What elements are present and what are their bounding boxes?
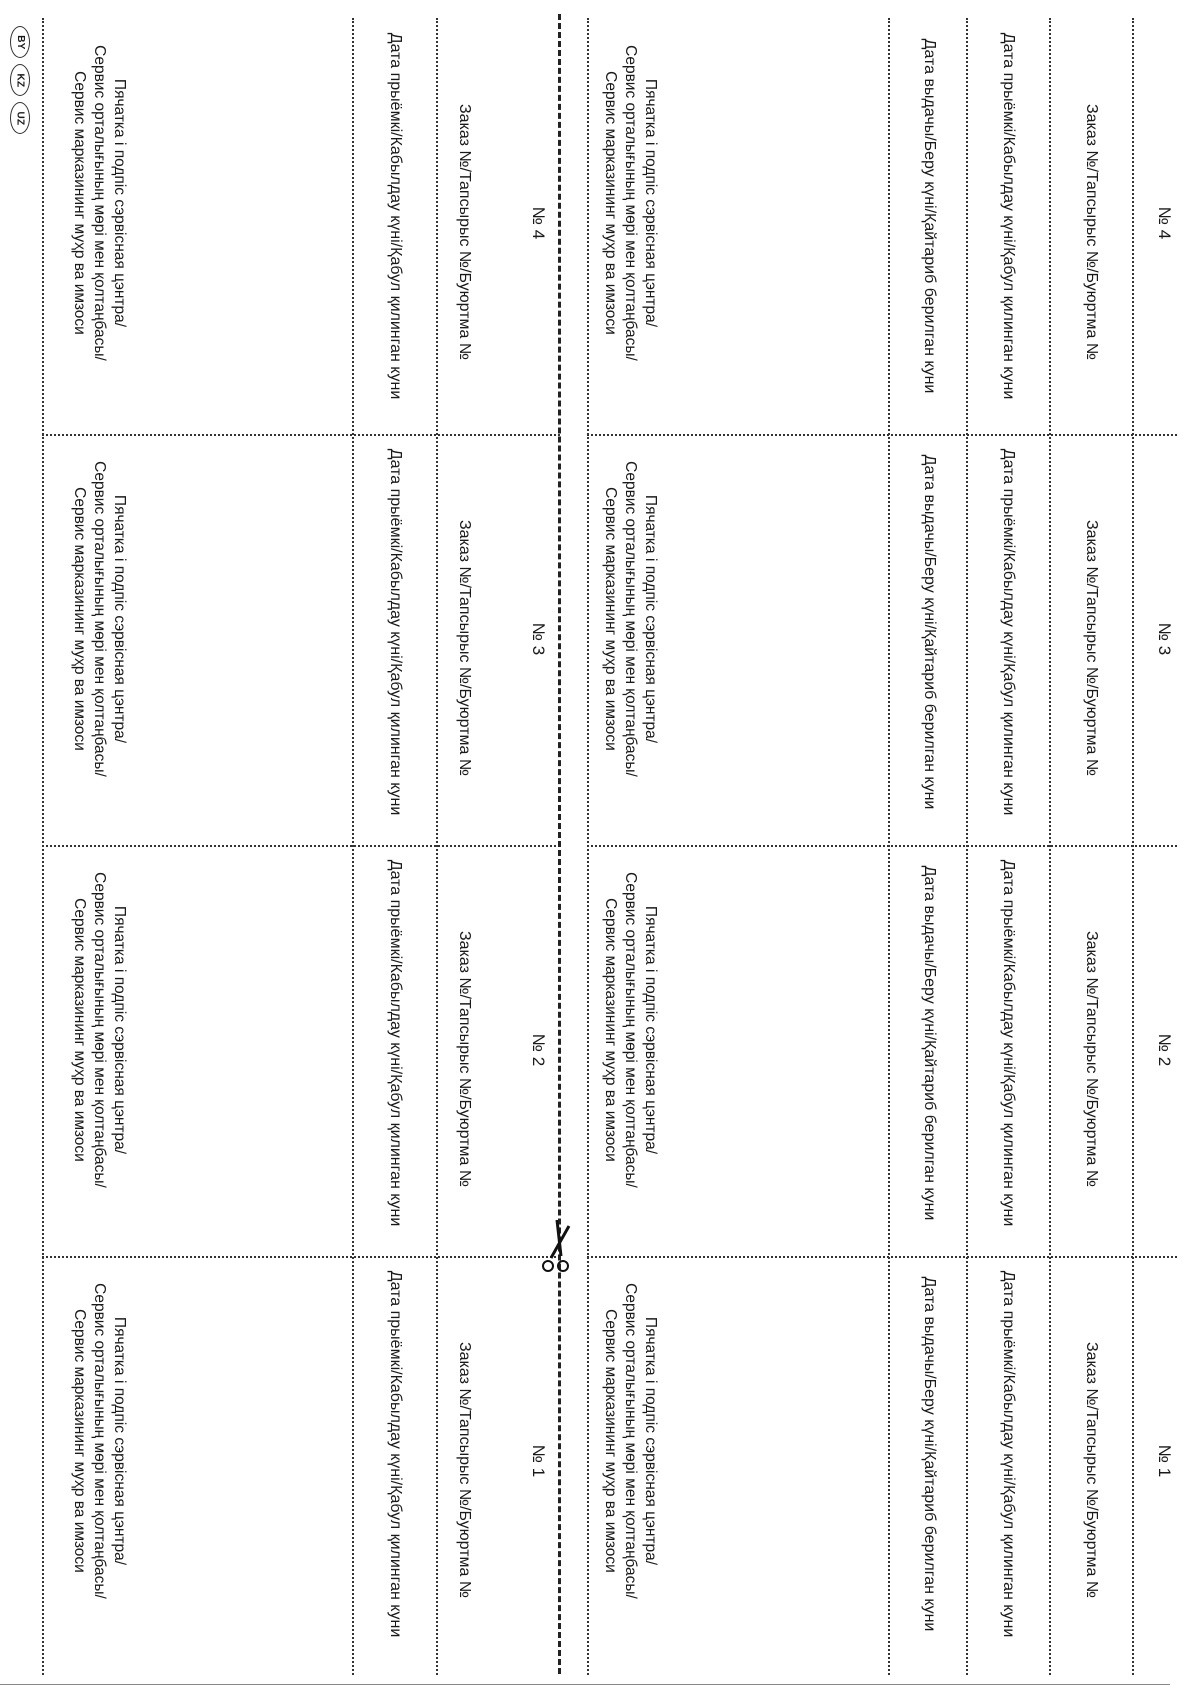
country-badge-kz <box>10 64 30 96</box>
coupon-divider <box>587 845 1177 847</box>
country-badge-by <box>10 26 30 58</box>
coupon-stamp-label <box>590 33 660 373</box>
coupon-stamp-label-line: Сервис орталығының мөрі мен қолтаңбасы/ <box>622 461 639 777</box>
stub-coupon-number: № 1 <box>529 1444 548 1478</box>
country-badge-label: BY <box>14 34 26 50</box>
coupon-issue-date-label: Дата выдачы/Беру күні/Қайтариб берилган куни <box>921 865 938 1221</box>
coupon-stamp-label-line: Сервис марказининг муҳр ва имзоси <box>602 898 619 1162</box>
coupon-divider <box>42 1256 560 1258</box>
coupon-divider <box>42 434 560 436</box>
coupon-order-label: Заказ №/Тапсырыс №/Буюртма № <box>1083 1341 1100 1599</box>
coupon-order-label: Заказ №/Тапсырыс №/Буюртма № <box>1083 519 1100 777</box>
stub-order-label: Заказ №/Тапсырыс №/Буюртма № <box>456 519 473 777</box>
coupon-stamp-label-line: Сервис орталығының мөрі мен қолтаңбасы/ <box>622 45 639 361</box>
country-badge-label: KZ <box>14 73 26 87</box>
coupon-stamp-label <box>590 860 660 1200</box>
coupon-receipt-date-label: Дата прыёмкі/Кабылдау күні/Қабул қилинган куни <box>1000 1270 1017 1638</box>
stub-stamp-label-line: Сервис марказининг муҳр ва имзоси <box>71 1309 88 1573</box>
coupon-issue-date-label: Дата выдачы/Беру күні/Қайтариб берилган куни <box>921 38 938 394</box>
stub-stamp-label <box>59 1271 129 1611</box>
stub-coupon-number: № 2 <box>529 1033 548 1067</box>
stub-stamp-label <box>59 449 129 789</box>
coupon-number: № 3 <box>1155 622 1174 656</box>
stub-coupon-number: № 4 <box>529 206 548 240</box>
coupon-order-label: Заказ №/Тапсырыс №/Буюртма № <box>1083 930 1100 1188</box>
stub-stamp-label-line: Сервис орталығының мөрі мен қолтаңбасы/ <box>91 45 108 361</box>
coupon-divider <box>587 434 1177 436</box>
coupon-order-label: Заказ №/Тапсырыс №/Буюртма № <box>1083 103 1100 361</box>
coupon-number: № 1 <box>1155 1444 1174 1478</box>
coupon-stamp-label-line: Сервис орталығының мөрі мен қолтаңбасы/ <box>622 1283 639 1599</box>
coupon-stamp-label-line: Пячатка і подпіс сэрвісная цэнтра/ <box>642 78 659 328</box>
coupon-number: № 4 <box>1155 206 1174 240</box>
stub-stamp-label-line: Сервис марказининг муҳр ва имзоси <box>71 71 88 335</box>
coupon-number: № 2 <box>1155 1033 1174 1067</box>
coupon-divider <box>587 1256 1177 1258</box>
stub-receipt-date-label: Дата прыёмкі/Кабылдау күні/Қабул қилинган куни <box>387 32 404 400</box>
stub-stamp-label-line: Пячатка і подпіс сэрвісная цэнтра/ <box>111 1316 128 1566</box>
stub-stamp-label <box>59 33 129 373</box>
coupon-issue-date-label: Дата выдачы/Беру күні/Қайтариб берилган куни <box>921 1276 938 1632</box>
coupon-stamp-label <box>590 449 660 789</box>
stub-stamp-label-line: Пячатка і подпіс сэрвісная цэнтра/ <box>111 494 128 744</box>
coupon-divider <box>42 845 560 847</box>
stub-stamp-label-line: Пячатка і подпіс сэрвісная цэнтра/ <box>111 905 128 1155</box>
stub-stamp-label-line: Сервис марказининг муҳр ва имзоси <box>71 487 88 751</box>
stub-receipt-date-label: Дата прыёмкі/Кабылдау күні/Қабул қилинган куни <box>387 448 404 816</box>
coupon-stamp-label-line: Пячатка і подпіс сэрвісная цэнтра/ <box>642 1316 659 1566</box>
coupon-receipt-date-label: Дата прыёмкі/Кабылдау күні/Қабул қилинган куни <box>1000 32 1017 400</box>
stub-coupon-number: № 3 <box>529 622 548 656</box>
country-badge-label: UZ <box>14 111 26 125</box>
stub-receipt-date-label: Дата прыёмкі/Кабылдау күні/Қабул қилинган куни <box>387 859 404 1227</box>
stub-stamp-label-line: Сервис орталығының мөрі мен қолтаңбасы/ <box>91 461 108 777</box>
stub-stamp-label-line: Сервис орталығының мөрі мен қолтаңбасы/ <box>91 872 108 1188</box>
stub-stamp-label-line: Пячатка і подпіс сэрвісная цэнтра/ <box>111 78 128 328</box>
scissors-icon <box>537 1218 577 1278</box>
coupon-stamp-label-line: Сервис марказининг муҳр ва имзоси <box>602 487 619 751</box>
stub-stamp-label <box>59 860 129 1200</box>
stub-order-label: Заказ №/Тапсырыс №/Буюртма № <box>456 103 473 361</box>
coupon-stamp-label-line: Пячатка і подпіс сэрвісная цэнтра/ <box>642 905 659 1155</box>
coupon-stamp-label <box>590 1271 660 1611</box>
coupon-stamp-label-line: Сервис орталығының мөрі мен қолтаңбасы/ <box>622 872 639 1188</box>
coupon-receipt-date-label: Дата прыёмкі/Кабылдау күні/Қабул қилинган куни <box>1000 859 1017 1227</box>
coupon-receipt-date-label: Дата прыёмкі/Кабылдау күні/Қабул қилинган куни <box>1000 448 1017 816</box>
stub-stamp-label-line: Сервис марказининг муҳр ва имзоси <box>71 898 88 1162</box>
coupon-stamp-label-line: Сервис марказининг муҳр ва имзоси <box>602 71 619 335</box>
cut-line <box>558 14 561 1674</box>
country-badge-uz <box>10 102 30 134</box>
stub-stamp-label-line: Сервис орталығының мөрі мен қолтаңбасы/ <box>91 1283 108 1599</box>
stub-order-label: Заказ №/Тапсырыс №/Буюртма № <box>456 930 473 1188</box>
coupon-issue-date-label: Дата выдачы/Беру күні/Қайтариб берилган куни <box>921 454 938 810</box>
coupon-stamp-label-line: Пячатка і подпіс сэрвісная цэнтра/ <box>642 494 659 744</box>
stub-order-label: Заказ №/Тапсырыс №/Буюртма № <box>456 1341 473 1599</box>
coupon-stamp-label-line: Сервис марказининг муҳр ва имзоси <box>602 1309 619 1573</box>
stub-receipt-date-label: Дата прыёмкі/Кабылдау күні/Қабул қилинган куни <box>387 1270 404 1638</box>
